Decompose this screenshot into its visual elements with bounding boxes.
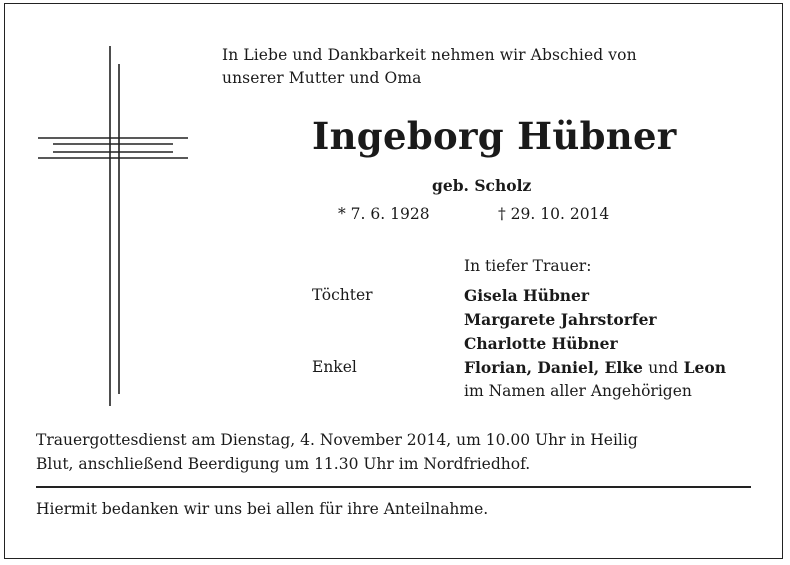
intro-text — [222, 44, 757, 90]
daughters-label: Töchter — [312, 286, 373, 304]
maiden-name: geb. Scholz — [432, 176, 532, 195]
relatives-line: im Namen aller Angehörigen — [464, 382, 692, 400]
deceased-name: Ingeborg Hübner — [312, 114, 677, 158]
service-line-1: Trauergottesdienst am Dienstag, 4. November 2014, um 10.00 Uhr in Heilig — [36, 431, 638, 449]
intro-line-2: unserer Mutter und Oma — [222, 69, 422, 87]
mourning-heading: In tiefer Trauer: — [464, 257, 592, 275]
daughter-name: Margarete Jahrstorfer — [464, 310, 657, 329]
intro-line-1: In Liebe und Dankbarkeit nehmen wir Abschied von — [222, 46, 637, 64]
divider — [36, 486, 751, 488]
grandchildren-label: Enkel — [312, 358, 357, 376]
death-date: † 29. 10. 2014 — [498, 205, 610, 223]
grandchildren-conjunction: und — [648, 359, 679, 377]
grandchildren-last-name: Leon — [683, 358, 726, 377]
daughter-name: Gisela Hübner — [464, 286, 590, 305]
service-line-2: Blut, anschließend Beerdigung um 11.30 Uhr im Nordfriedhof. — [36, 455, 531, 473]
grandchildren-names — [464, 358, 726, 377]
daughter-name: Charlotte Hübner — [464, 334, 618, 353]
thanks-text: Hiermit bedanken wir uns bei allen für ihre Anteilnahme. — [36, 500, 489, 518]
service-info — [36, 428, 766, 476]
birth-date: * 7. 6. 1928 — [338, 205, 430, 223]
grandchildren-first-names: Florian, Daniel, Elke — [464, 358, 643, 377]
